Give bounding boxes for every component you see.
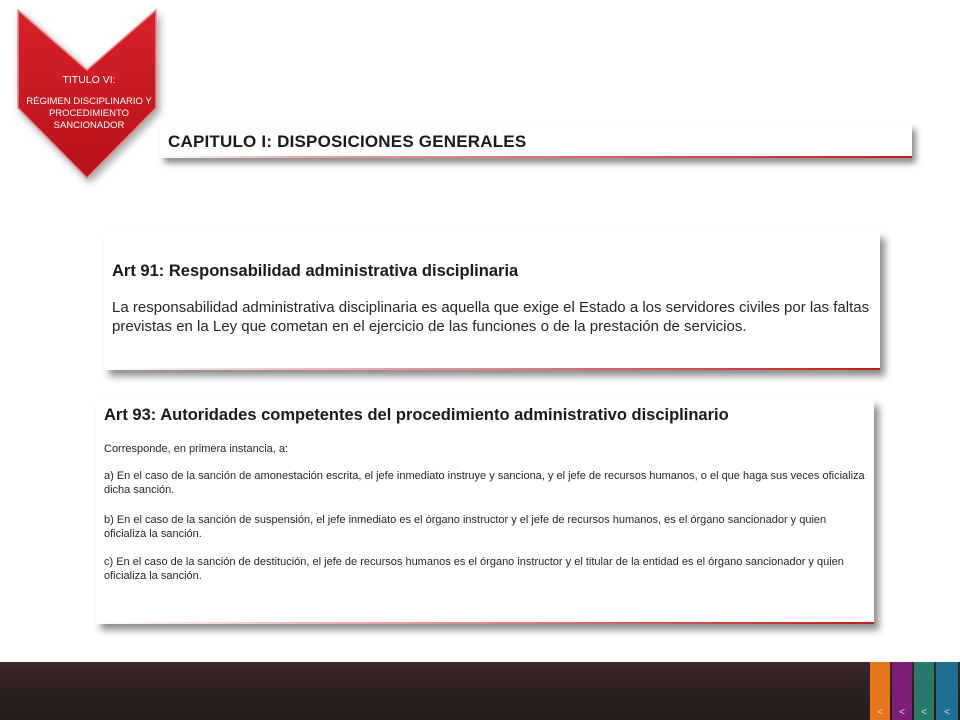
back-arrow-icon: < <box>877 707 883 718</box>
article-93-item-b: b) En el caso de la sanción de suspensión, el jefe inmediato es el órgano instructor y el jefe de recursos humanos, es el órgano sancionador y quien oficializa la sanción. <box>104 514 827 540</box>
article-91-panel <box>104 232 880 370</box>
footer-tab-blue[interactable] <box>936 662 958 720</box>
article-93-item-c: c) En el caso de la sanción de destitución, el jefe de recursos humanos es el órgano instructor y el titular de la entidad es el órgano sancionador y quien oficializa la sanción. <box>104 556 844 582</box>
back-arrow-icon: < <box>899 707 905 718</box>
article-93-intro: Corresponde, en primera instancia, a: <box>104 443 289 455</box>
footer-tab-orange[interactable] <box>870 662 890 720</box>
chapter-header <box>160 124 912 158</box>
title-badge <box>14 8 160 184</box>
article-93-underline <box>96 622 874 624</box>
footer-tab-purple[interactable] <box>892 662 912 720</box>
chapter-underline <box>160 156 912 158</box>
footer-tab-teal[interactable] <box>914 662 934 720</box>
back-arrow-icon: < <box>944 707 950 718</box>
article-91-title: Art 91: Responsabilidad administrativa disciplinaria <box>112 262 519 280</box>
back-arrow-icon: < <box>921 707 927 718</box>
article-93-title: Art 93: Autoridades competentes del procedimiento administrativo disciplinario <box>104 406 729 424</box>
article-91-body: La responsabilidad administrativa disciplinaria es aquella que exige el Estado a los servidores civiles por las faltas previstas en la Ley que cometan en el ejercicio de las funciones o de la prestación de servicios. <box>112 299 870 335</box>
footer-bar <box>0 662 960 720</box>
chapter-title: CAPITULO I: DISPOSICIONES GENERALES <box>168 132 527 151</box>
badge-title: TITULO VI: <box>62 74 116 86</box>
article-91-underline <box>104 368 880 370</box>
article-93-item-a: a) En el caso de la sanción de amonestación escrita, el jefe inmediato instruye y sanciona, y el jefe de recursos humanos, o el que haga sus veces oficializa dicha sanción. <box>104 470 865 496</box>
badge-subtitle: RÉGIMEN DISCIPLINARIO Y PROCEDIMIENTO SANCIONADOR <box>26 96 152 131</box>
article-93-panel <box>96 400 874 624</box>
